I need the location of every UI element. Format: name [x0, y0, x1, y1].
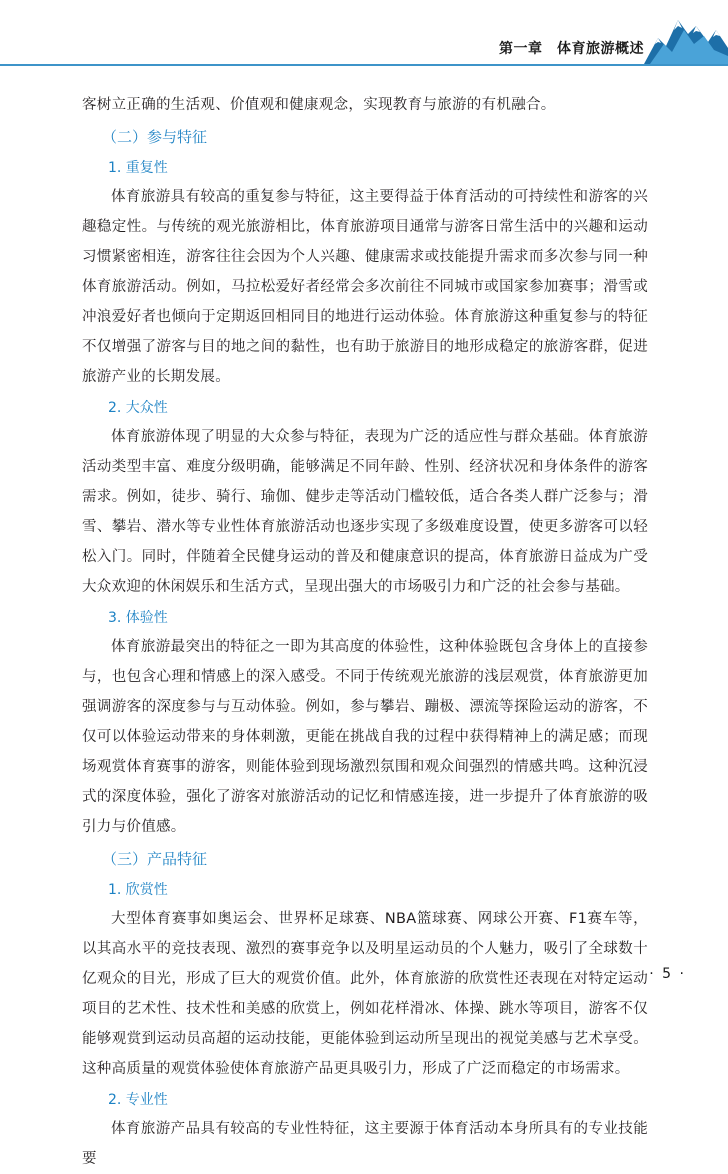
chapter-title: 第一章 体育旅游概述	[499, 41, 644, 57]
section-heading-product: （三）产品特征	[102, 850, 208, 868]
intro-paragraph: 客树立正确的生活观、价值观和健康观念，实现教育与旅游的有机融合。	[82, 97, 556, 113]
header-rule	[0, 64, 728, 66]
paragraph-popularity: 体育旅游体现了明显的大众参与特征，表现为广泛的适应性与群众基础。体育旅游活动类型丰富、难度分级明确，能够满足不同年龄、性别、经济状况和身体条件的游客需求。例如，徒步、骑行、瑜伽、健步走等活动门槛较低，适合各类人群广泛参与；滑雪、攀岩、潜水等专业性体育旅游活动也逐步实现了多级难度设置，使更多游客可以轻松入门。同时，伴随着全民健身运动的普及和健康意识的提高，体育旅游日益成为广受大众欢迎的休闲娱乐和生活方式，呈现出强大的市场吸引力和广泛的社会参与基础。	[82, 429, 648, 595]
running-header	[0, 0, 728, 64]
mountain-icon	[644, 4, 728, 64]
paragraph-appreciation: 大型体育赛事如奥运会、世界杯足球赛、NBA篮球赛、网球公开赛、F1赛车等，以其高水平的竞技表现、激烈的赛事竞争以及明星运动员的个人魅力，吸引了全球数十亿观众的目光，形成了巨大的观赏价值。此外，体育旅游的欣赏性还表现在对特定运动项目的艺术性、技术性和美感的欣赏上，例如花样滑冰、体操、跳水等项目，游客不仅能够观赏到运动员高超的运动技能，更能体验到运动所呈现出的视觉美感与艺术享受。这种高质量的观赏体验使体育旅游产品更具吸引力，形成了广泛而稳定的市场需求。	[82, 911, 648, 1077]
paragraph-repeatability: 体育旅游具有较高的重复参与特征，这主要得益于体育活动的可持续性和游客的兴趣稳定性。与传统的观光旅游相比，体育旅游项目通常与游客日常生活中的兴趣和运动习惯紧密相连，游客往往会因为个人兴趣、健康需求或技能提升需求而多次参与同一种体育旅游活动。例如，马拉松爱好者经常会多次前往不同城市或国家参加赛事；滑雪或冲浪爱好者也倾向于定期返回相同目的地进行运动体验。体育旅游这种重复参与的特征不仅增强了游客与目的地之间的黏性，也有助于旅游目的地形成稳定的旅游客群，促进旅游产业的长期发展。	[82, 189, 648, 385]
subsection-heading-repeatability: 1. 重复性	[108, 160, 168, 176]
page-body	[82, 90, 648, 1174]
subsection-heading-appreciation: 1. 欣赏性	[108, 882, 168, 898]
section-heading-participation: （二）参与特征	[102, 128, 208, 146]
subsection-heading-experience: 3. 体验性	[108, 610, 168, 626]
page-number: · 5 ·	[649, 966, 686, 982]
paragraph-professionalism: 体育旅游产品具有较高的专业性特征，这主要源于体育活动本身所具有的专业技能要	[82, 1121, 648, 1167]
subsection-heading-professionalism: 2. 专业性	[108, 1092, 168, 1108]
paragraph-experience: 体育旅游最突出的特征之一即为其高度的体验性，这种体验既包含身体上的直接参与，也包含心理和情感上的深入感受。不同于传统观光旅游的浅层观赏，体育旅游更加强调游客的深度参与与互动体验。例如，参与攀岩、蹦极、漂流等探险运动的游客，不仅可以体验运动带来的身体刺激，更能在挑战自我的过程中获得精神上的满足感；而现场观赏体育赛事的游客，则能体验到现场激烈氛围和观众间强烈的情感共鸣。这种沉浸式的深度体验，强化了游客对旅游活动的记忆和情感连接，进一步提升了体育旅游的吸引力与价值感。	[82, 639, 648, 835]
subsection-heading-popularity: 2. 大众性	[108, 400, 168, 416]
